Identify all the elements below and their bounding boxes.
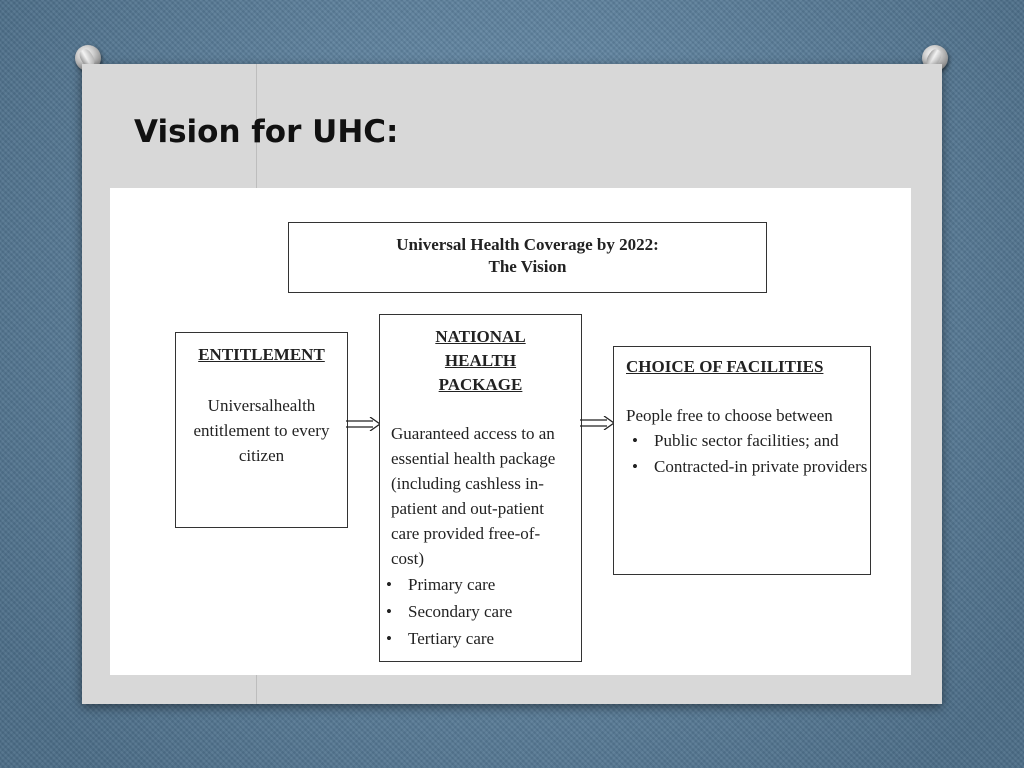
entitlement-box [175, 332, 348, 528]
cof-options-list [626, 428, 870, 480]
entitlement-body: Universalhealth entitlement to every citizen [193, 396, 330, 465]
cof-heading: CHOICE OF FACILITIES [626, 357, 824, 376]
arrow-right-icon [580, 416, 616, 430]
arrow-right-icon [346, 417, 382, 431]
national-health-package-box [379, 314, 582, 662]
nhp-heading [380, 325, 581, 397]
nhp-heading-line-1: NATIONAL [435, 327, 526, 346]
cof-body: People free to choose between [626, 406, 833, 425]
list-item: • Public sector facilities; and [626, 428, 870, 454]
list-item: • Primary care [380, 571, 581, 598]
list-item: • Tertiary care [380, 625, 581, 652]
nhp-care-list [380, 571, 581, 652]
nhp-body: Guaranteed access to an essential health package (including cashless in-patient and out-patient care provided free-of-cost) [391, 424, 556, 568]
entitlement-heading: ENTITLEMENT [198, 345, 325, 364]
top-box-line-1: Universal Health Coverage by 2022: [396, 235, 659, 254]
top-vision-box [288, 222, 767, 293]
slide [82, 64, 942, 704]
list-item: • Secondary care [380, 598, 581, 625]
list-item: • Contracted-in private providers [626, 454, 870, 480]
slide-title: Vision for UHC: [134, 114, 399, 150]
nhp-heading-line-3: PACKAGE [438, 375, 523, 394]
nhp-heading-line-2: HEALTH [444, 351, 517, 370]
top-box-line-2: The Vision [488, 257, 567, 276]
uhc-diagram-figure [110, 188, 911, 675]
choice-of-facilities-box [613, 346, 871, 575]
